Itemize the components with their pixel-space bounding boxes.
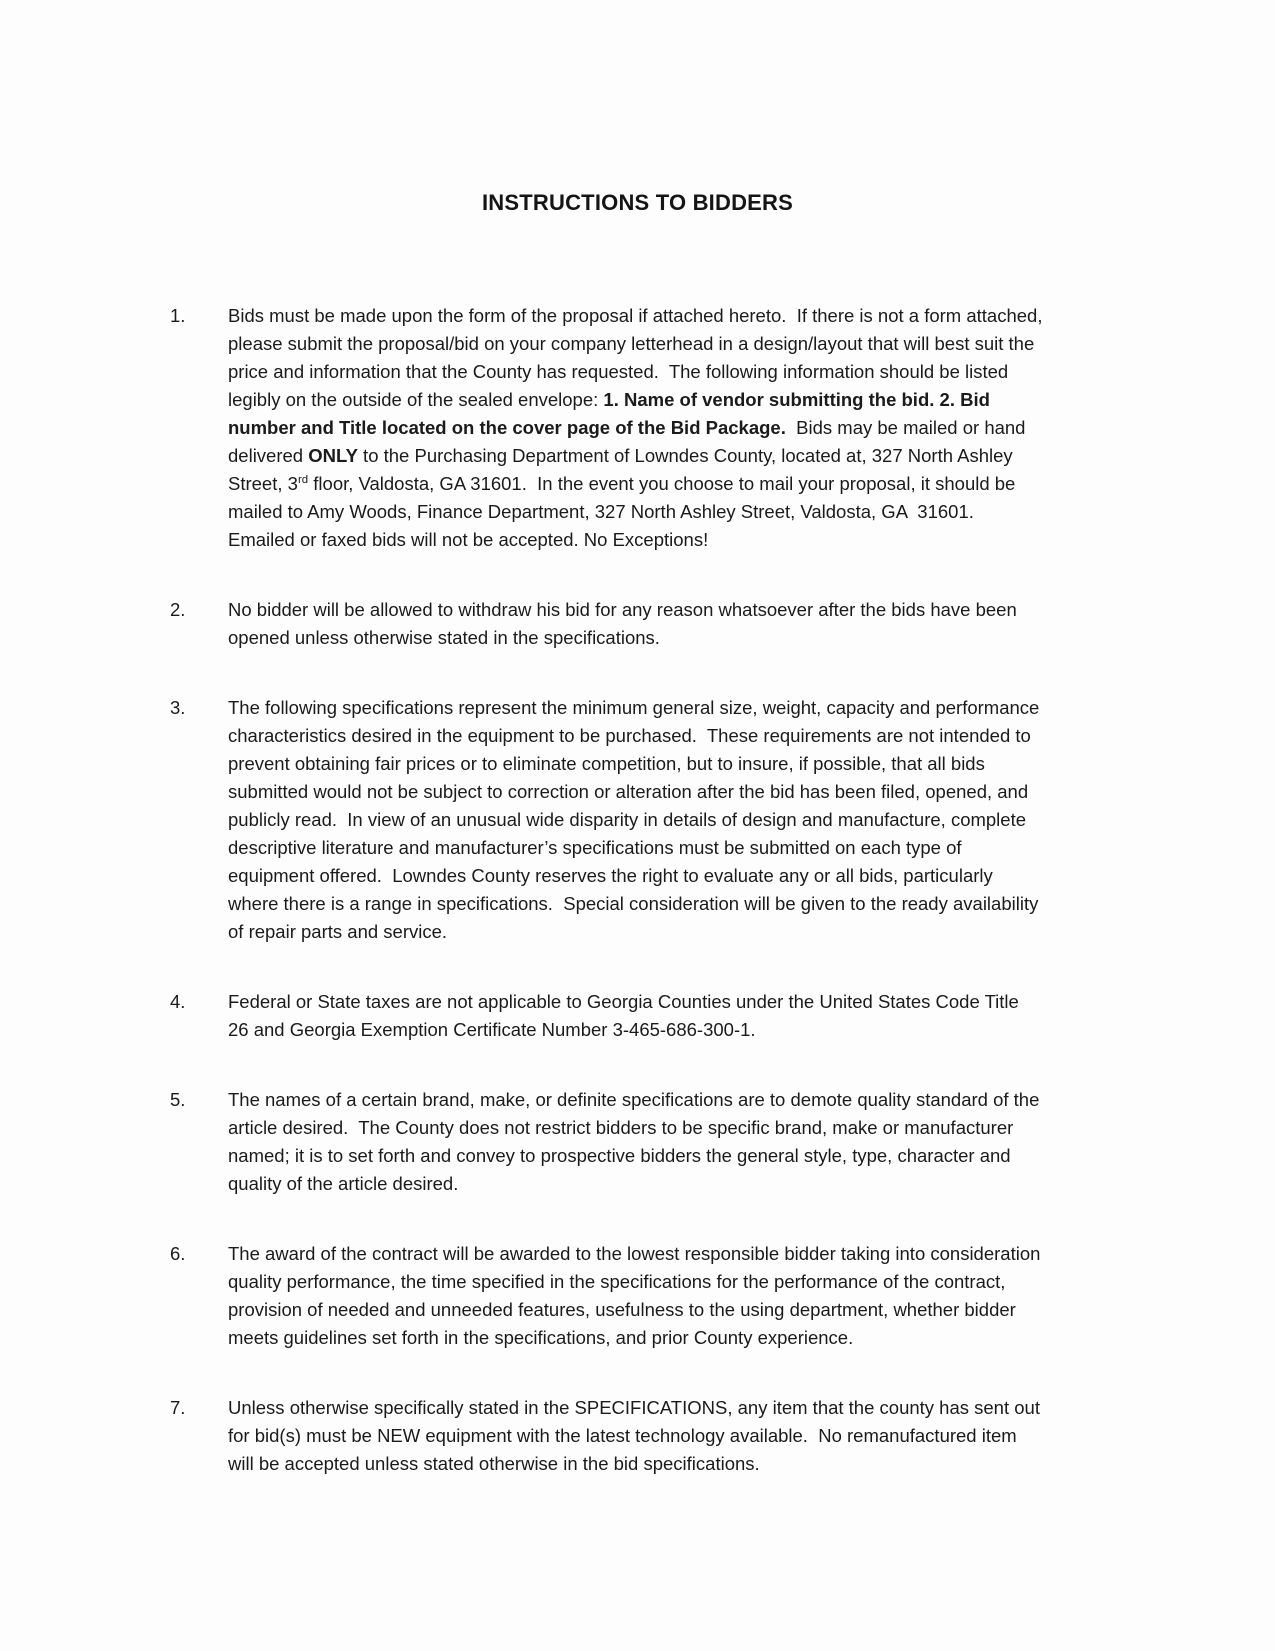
item-text [228,1086,1043,1198]
text-segment: Federal or State taxes are not applicable to Georgia Counties under the United States Code Title 26 and Georgia Exemption Certificate Number 3-465-686-300-1. [228,991,1024,1040]
text-segment: Bids may be mailed or hand delivered [228,417,1031,466]
text-segment-bold: 1. Name of vendor submitting the bid. 2. Bid number and Title located on the cover page of the Bid Package. [228,389,996,438]
item-text [228,1394,1046,1478]
text-segment: to the Purchasing Department of Lowndes County, located at, 327 North Ashley Street, 3 [228,445,1018,494]
item-number: 2. [170,599,186,620]
list-item [0,988,1275,1044]
text-segment: The following specifications represent the minimum general size, weight, capacity and performance characteristics desired in the equipment to be purchased. These requirements are not intended to prevent obtaining fair prices or to eliminate competition, but to insure, if possible, that all bids submitted would not be subject to correction or alteration after the bid has been filed, opened, and publicly read. In view of an unusual wide disparity in details of design and manufacture, complete descriptive literature and manufacturer’s specifications must be submitted on each type of equipment offered. Lowndes County reserves the right to evaluate any or all bids, particularly where there is a range in specifications. Special consideration will be given to the ready availability of repair parts and service. [228,697,1045,942]
item-number: 1. [170,305,186,326]
item-text [228,988,1043,1044]
page-title: INSTRUCTIONS TO BIDDERS [482,190,793,215]
text-segment: The award of the contract will be awarded to the lowest responsible bidder taking into consideration quality performance, the time specified in the specifications for the performance of the contract, provision of needed and unneeded features, usefulness to the using department, whether bidder meets guidelines set forth in the specifications, and prior County experience. [228,1243,1046,1348]
list-item [0,1240,1275,1352]
instructions-list [0,216,1275,1478]
item-text [228,694,1043,946]
text-segment: The names of a certain brand, make, or definite specifications are to demote quality standard of the article desired. The County does not restrict bidders to be specific brand, make or manufacturer named; it is to set forth and convey to prospective bidders the general style, type, character and quality of the article desired. [228,1089,1045,1194]
list-item [0,694,1275,946]
list-item [0,302,1275,554]
item-number: 7. [170,1397,186,1418]
text-segment: Bids must be made upon the form of the proposal if attached hereto. If there is not a form attached, please submit the proposal/bid on your company letterhead in a design/layout that will best suit the price and information that the County has requested. The following information should be listed legibly on the outside of the sealed envelope: [228,305,1048,410]
item-number: 5. [170,1089,186,1110]
item-number: 4. [170,991,186,1012]
list-item [0,1394,1275,1478]
text-segment: No bidder will be allowed to withdraw his bid for any reason whatsoever after the bids have been opened unless otherwise stated in the specifications. [228,599,1022,648]
item-text [228,302,1048,554]
list-item [0,596,1275,652]
item-number: 3. [170,697,186,718]
text-segment: floor, Valdosta, GA 31601. In the event you choose to mail your proposal, it should be mailed to Amy Woods, Finance Department, 327 North Ashley Street, Valdosta, GA 31601. Emailed or faxed bids will not be accepted. No Exceptions! [228,473,1021,550]
list-item [0,1086,1275,1198]
text-segment-bold: ONLY [308,445,358,466]
text-segment-superscript: rd [297,473,309,486]
item-number: 6. [170,1243,186,1264]
item-text [228,1240,1046,1352]
item-text [228,596,1043,652]
text-segment: Unless otherwise specifically stated in the SPECIFICATIONS, any item that the county has sent out for bid(s) must be NEW equipment with the latest technology available. No remanufactured item will be accepted unless stated otherwise in the bid specifications. [228,1397,1046,1474]
